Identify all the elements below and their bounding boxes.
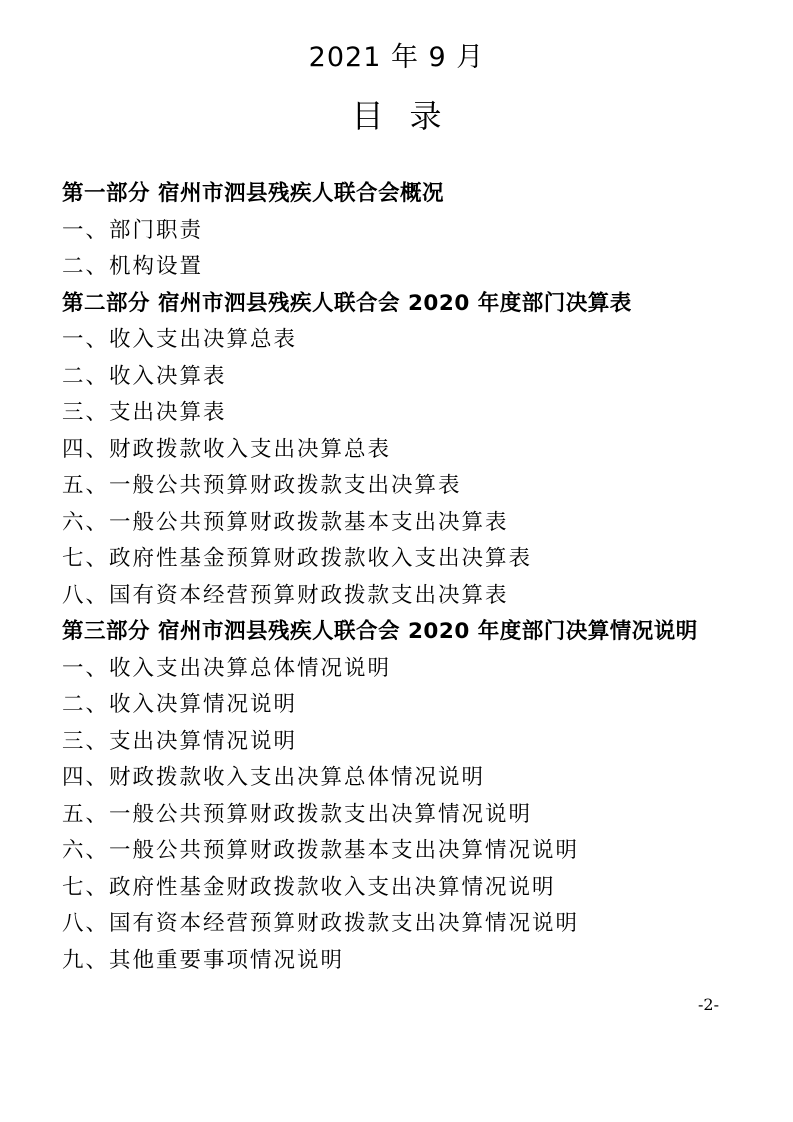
toc-item: 二、收入决算情况说明 (62, 692, 298, 717)
toc-item: 七、政府性基金财政拨款收入支出决算情况说明 (62, 874, 556, 900)
toc-part-heading: 第三部分 宿州市泗县残疾人联合会 2020 年度部门决算情况说明 (62, 619, 698, 644)
toc-item: 六、一般公共预算财政拨款基本支出决算情况说明 (62, 838, 580, 863)
toc-item: 五、一般公共预算财政拨款支出决算情况说明 (62, 801, 533, 827)
table-of-contents (62, 176, 762, 979)
toc-item: 八、国有资本经营预算财政拨款支出决算情况说明 (62, 911, 580, 936)
toc-item: 四、财政拨款收入支出决算总体情况说明 (62, 765, 486, 790)
toc-title: 目录 (351, 97, 468, 135)
document-date: 2021 年 9 月 (308, 42, 485, 73)
toc-part-heading: 第一部分 宿州市泗县残疾人联合会概况 (62, 181, 444, 206)
toc-item: 一、部门职责 (62, 217, 204, 243)
toc-item: 二、机构设置 (62, 254, 204, 279)
toc-part-heading: 第二部分 宿州市泗县残疾人联合会 2020 年度部门决算表 (62, 290, 632, 316)
toc-item: 一、收入支出决算总体情况说明 (62, 655, 392, 681)
toc-item: 三、支出决算情况说明 (62, 728, 298, 754)
toc-item: 三、支出决算表 (62, 400, 227, 425)
toc-item: 九、其他重要事项情况说明 (62, 947, 345, 973)
toc-item: 二、收入决算表 (62, 363, 227, 389)
toc-item: 七、政府性基金预算财政拨款收入支出决算表 (62, 546, 533, 571)
toc-item: 一、收入支出决算总表 (62, 327, 298, 352)
page-number: -2- (698, 995, 719, 1014)
toc-item: 八、国有资本经营预算财政拨款支出决算表 (62, 582, 509, 608)
toc-item: 四、财政拨款收入支出决算总表 (62, 436, 392, 462)
toc-item: 六、一般公共预算财政拨款基本支出决算表 (62, 509, 509, 535)
toc-item: 五、一般公共预算财政拨款支出决算表 (62, 473, 462, 498)
